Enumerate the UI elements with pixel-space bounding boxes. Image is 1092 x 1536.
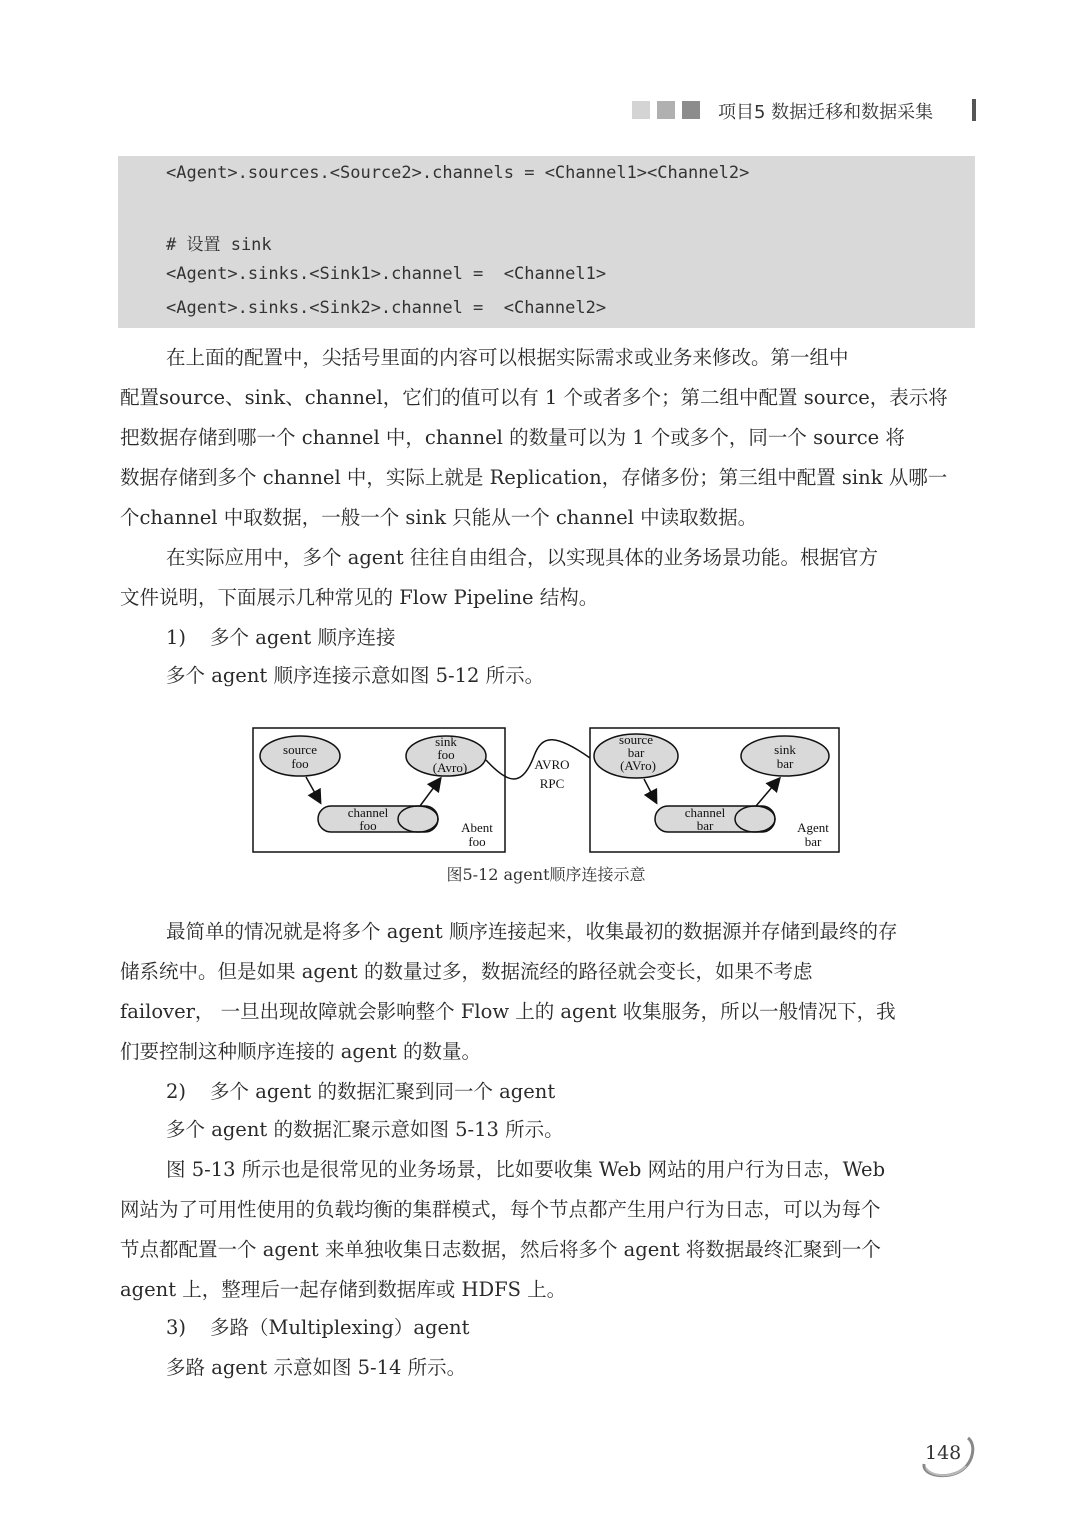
list-item-heading (166, 618, 395, 658)
node-label: (Avro) (432, 760, 468, 775)
node-label: sink (774, 742, 796, 757)
text-line: 数据存储到多个 channel 中，实际上就是 Replication，存储多份；第三组中配置 sink 从哪一 (120, 466, 948, 489)
list-item-heading (166, 1308, 469, 1348)
header-square-light (632, 101, 650, 119)
code-block (118, 156, 975, 328)
text-line: 储系统中。但是如果 agent 的数量过多，数据流经的路径就会变长，如果不考虑 (120, 960, 813, 983)
list-item-title: 多路（Multiplexing）agent (210, 1316, 470, 1339)
header-divider (972, 99, 976, 121)
list-item-description: 多个 agent 顺序连接示意如图 5-12 所示。 (166, 664, 545, 687)
code-line: <Agent>.sources.<Source2>.channels = <Channel1><Channel2> (166, 163, 750, 183)
list-item-heading (166, 1072, 555, 1112)
agent-label: Agent (797, 820, 829, 835)
agent-label: foo (468, 834, 486, 849)
agent-label: bar (804, 834, 822, 849)
agent-label: Abent (461, 820, 493, 835)
node-label: foo (291, 756, 309, 771)
text-line: 在上面的配置中，尖括号里面的内容可以根据实际需求或业务来修改。第一组中 (166, 346, 849, 369)
code-line: # 设置 sink (166, 235, 272, 255)
node-label: bar (696, 818, 714, 833)
text-line: failover， 一旦出现故障就会影响整个 Flow 上的 agent 收集服务，所以一般情况下，我 (120, 1000, 896, 1023)
text-line: 把数据存储到哪一个 channel 中，channel 的数量可以为 1 个或多个，同一个 source 将 (120, 426, 905, 449)
text-line: 个channel 中取数据，一般一个 sink 只能从一个 channel 中读取数据。 (120, 506, 758, 529)
text-line: 文件说明，下面展示几种常见的 Flow Pipeline 结构。 (120, 586, 599, 609)
node-label: foo (437, 747, 455, 762)
running-header (630, 98, 980, 124)
node-label: foo (359, 818, 377, 833)
link-label: AVRO (534, 757, 570, 772)
header-square-mid (657, 101, 675, 119)
list-item-number: 2) (166, 1080, 187, 1103)
header-square-dark (682, 101, 700, 119)
link-label: RPC (539, 776, 565, 791)
node-label: bar (627, 745, 645, 760)
node-label: channel (347, 805, 389, 820)
list-item-number: 1) (166, 626, 187, 649)
list-item-title: 多个 agent 的数据汇聚到同一个 agent (210, 1080, 556, 1103)
page-number-badge (918, 1430, 978, 1482)
list-item-title: 多个 agent 顺序连接 (210, 626, 396, 649)
text-line: agent 上，整理后一起存储到数据库或 HDFS 上。 (120, 1278, 567, 1301)
list-item-number: 3) (166, 1316, 187, 1339)
node-label: source (283, 742, 317, 757)
node-label: sink (435, 734, 457, 749)
text-line: 网站为了可用性使用的负载均衡的集群模式，每个节点都产生用户行为日志，可以为每个 (120, 1198, 881, 1221)
node-label: bar (776, 756, 794, 771)
code-line: <Agent>.sinks.<Sink1>.channel = <Channel1> (166, 264, 607, 284)
node-label: source (619, 732, 653, 747)
page-number: 148 (925, 1442, 962, 1464)
text-line: 最简单的情况就是将多个 agent 顺序连接起来，收集最初的数据源并存储到最终的存 (166, 920, 898, 943)
paragraph-aggregation (120, 1150, 976, 1310)
node-label: channel (684, 805, 726, 820)
chapter-title: 项目5 数据迁移和数据采集 (718, 102, 934, 123)
paragraph-sequential-notes (120, 912, 976, 1072)
list-item-description: 多个 agent 的数据汇聚示意如图 5-13 所示。 (166, 1118, 564, 1141)
paragraph-config-explanation (120, 338, 976, 538)
node-label: (AVro) (620, 758, 656, 773)
code-line: <Agent>.sinks.<Sink2>.channel = <Channel2> (166, 298, 607, 318)
text-line: 在实际应用中，多个 agent 往往自由组合，以实现具体的业务场景功能。根据官方 (166, 546, 878, 569)
list-item-description: 多路 agent 示意如图 5-14 所示。 (166, 1356, 467, 1379)
figure-caption: 图5-12 agent顺序连接示意 (446, 865, 646, 884)
text-line: 图 5-13 所示也是很常见的业务场景，比如要收集 Web 网站的用户行为日志，Web (166, 1158, 886, 1181)
paragraph-flow-pipeline (120, 538, 976, 618)
text-line: 节点都配置一个 agent 来单独收集日志数据，然后将多个 agent 将数据最终汇聚到一个 (120, 1238, 881, 1261)
agent-chain-diagram (252, 726, 842, 854)
text-line: 配置source、sink、channel，它们的值可以有 1 个或者多个；第二组中配置 source，表示将 (120, 386, 948, 409)
text-line: 们要控制这种顺序连接的 agent 的数量。 (120, 1040, 481, 1063)
